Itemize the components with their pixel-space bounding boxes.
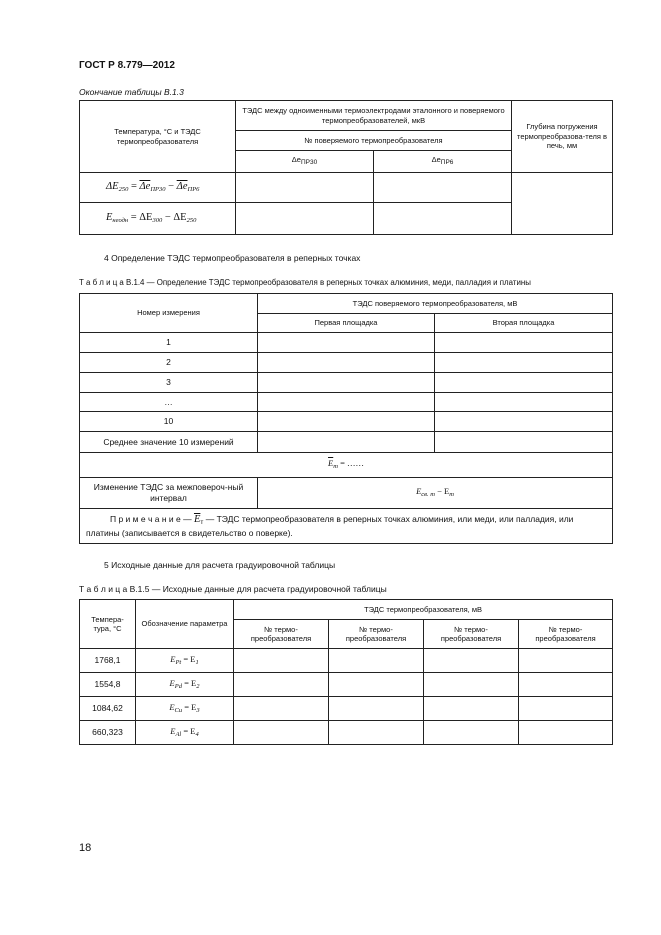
table-cell (329, 673, 424, 697)
table-b13-caption: Окончание таблицы В.1.3 (79, 87, 184, 97)
table-row: 10 (80, 412, 258, 432)
table-cell (258, 333, 435, 353)
table-cell (329, 721, 424, 745)
table-cell (435, 333, 613, 353)
table-cell (519, 673, 613, 697)
table-cell (234, 649, 329, 673)
table-b15-param: $E_{Al} = E_4$ (136, 721, 234, 745)
page-number: 18 (79, 842, 92, 854)
table-cell (258, 353, 435, 373)
table-cell (435, 412, 613, 432)
table-b15-sub-header: № термо-преобразователя (424, 620, 519, 649)
table-b15 (79, 599, 613, 745)
table-cell (435, 393, 613, 412)
table-b15-param: $E_{Pd} = E_2$ (136, 673, 234, 697)
table-cell (374, 173, 512, 203)
table-cell (258, 412, 435, 432)
table-cell (435, 432, 613, 453)
table-b14-change-label: Изменение ТЭДС за межповероч-ный интервал (80, 478, 258, 509)
section-4-heading: 4 Определение ТЭДС термопреобразователя в реперных точках (104, 253, 361, 263)
table-cell (234, 721, 329, 745)
table-b14-avg-formula: $\overline{E}_т$ = …… (80, 453, 613, 478)
table-b14-change-formula: $E_{св. т} - E_т$ (258, 478, 613, 509)
table-b14-caption: Т а б л и ц а В.1.4 — Определение ТЭДС термопреобразователя в реперных точках алюминия, меди, палладия и платины (79, 278, 531, 287)
table-b13-subcol-a: $\Delta e_{ПР30}$ (236, 151, 374, 173)
table-cell (329, 649, 424, 673)
table-b15-sub-header: № термо-преобразователя (234, 620, 329, 649)
table-cell (424, 649, 519, 673)
table-b15-temp: 1084,62 (80, 697, 136, 721)
table-row: 3 (80, 373, 258, 393)
table-row: … (80, 393, 258, 412)
table-b14-note: П р и м е ч а н и е — $\overline{E}_т$ — ТЭДС термопреобразователя в реперных точках алюминия, или меди, или палладия, или платины (записывается в свидетельство о поверке). (80, 509, 613, 544)
table-row: 2 (80, 353, 258, 373)
table-b13-col1-header: Температура, °С и ТЭДС термопреобразователя (80, 101, 236, 173)
table-b13 (79, 100, 613, 235)
table-b14-col2-header: ТЭДС поверяемого термопреобразователя, мВ (258, 294, 613, 314)
table-b15-sub-header: № термо-преобразователя (329, 620, 424, 649)
table-b15-param: $E_{Pt} = E_1$ (136, 649, 234, 673)
table-b13-col3-header: Глубина погружения термопреобразова-теля в печь, мм (512, 101, 613, 173)
table-b13-subcol-b: $\Delta e_{ПР6}$ (374, 151, 512, 173)
section-5-heading: 5 Исходные данные для расчета градуировочной таблицы (104, 560, 336, 570)
table-cell (258, 393, 435, 412)
table-row: 1 (80, 333, 258, 353)
table-cell (424, 697, 519, 721)
table-cell (424, 721, 519, 745)
table-b15-param: $E_{Cu} = E_3$ (136, 697, 234, 721)
table-b13-row2-formula: $E_{неодн} = \Delta E_{300} - \Delta E_{250}$ (80, 203, 236, 235)
table-cell (435, 353, 613, 373)
table-cell (258, 432, 435, 453)
table-cell (236, 173, 374, 203)
table-b14-col1-header: Номер измерения (80, 294, 258, 333)
table-cell (519, 697, 613, 721)
table-b13-col2-header: ТЭДС между одноименными термоэлектродами эталонного и поверяемого термопреобразователей, мкВ (236, 101, 512, 131)
table-cell (258, 373, 435, 393)
table-b15-temp: 1768,1 (80, 649, 136, 673)
table-cell (424, 673, 519, 697)
table-b15-col1-header: Темпера-тура, °С (80, 600, 136, 649)
table-cell (329, 697, 424, 721)
table-b13-row1-formula: $\Delta E_{250} = \overline{\Delta e}_{ПР30} - \overline{\Delta e}_{ПР6}$ (80, 173, 236, 203)
table-cell (234, 673, 329, 697)
table-b15-caption: Т а б л и ц а В.1.5 — Исходные данные для расчета градуировочной таблицы (79, 584, 387, 594)
document-header: ГОСТ Р 8.779—2012 (79, 60, 175, 71)
table-cell (374, 203, 512, 235)
table-b15-sub-header: № термо-преобразователя (519, 620, 613, 649)
table-cell (519, 649, 613, 673)
table-b14-avg-label: Среднее значение 10 измерений (80, 432, 258, 453)
table-b14-sub2: Вторая площадка (435, 314, 613, 333)
table-cell (512, 173, 613, 235)
table-b15-col3-header: ТЭДС термопреобразователя, мВ (234, 600, 613, 620)
table-cell (435, 373, 613, 393)
table-b15-temp: 660,323 (80, 721, 136, 745)
table-cell (519, 721, 613, 745)
table-b15-col2-header: Обозначение параметра (136, 600, 234, 649)
table-b14 (79, 293, 613, 544)
table-b13-subheader: № поверяемого термопреобразователя (236, 131, 512, 151)
table-cell (236, 203, 374, 235)
table-b15-temp: 1554,8 (80, 673, 136, 697)
table-b14-sub1: Первая площадка (258, 314, 435, 333)
table-cell (234, 697, 329, 721)
